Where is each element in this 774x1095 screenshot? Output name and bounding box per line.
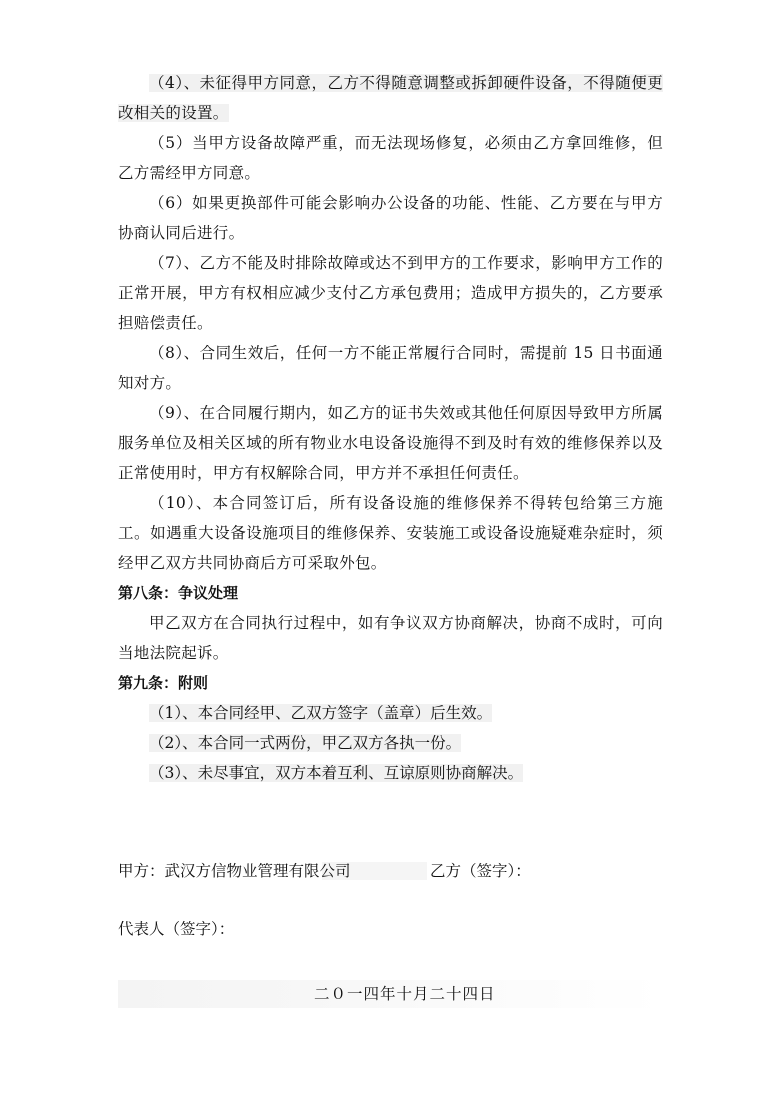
signing-date: 二０一四年十月二十四日	[314, 985, 496, 1003]
clause-6-text: （6）如果更换部件可能会影响办公设备的功能、性能、乙方要在与甲方协商认同后进行。	[118, 194, 663, 242]
contract-body	[118, 68, 663, 788]
clause-7	[118, 248, 663, 338]
clause-9	[118, 398, 663, 488]
article-9-item-2	[118, 728, 663, 758]
clause-8	[118, 338, 663, 398]
article-9-item-1	[118, 698, 663, 728]
signature-row	[118, 856, 678, 886]
article-9-item-3	[118, 758, 663, 788]
party-a-name: 武汉方信物业管理有限公司	[165, 862, 427, 880]
clause-9-text: （9）、在合同履行期内，如乙方的证书失效或其他任何原因导致甲方所属服务单位及相关区域的所有物业水电设备设施得不到及时有效的维修保养以及正常使用时，甲方有权解除合同，甲方并不承担任何责任。	[118, 404, 663, 482]
article-9-item-2-text: （2）、本合同一式两份，甲乙双方各执一份。	[149, 734, 462, 752]
article-9-item-1-text: （1）、本合同经甲、乙双方签字（盖章）后生效。	[149, 704, 493, 722]
article-9-item-3-text: （3）、未尽事宜，双方本着互利、互谅原则协商解决。	[149, 764, 524, 782]
date-row	[118, 980, 663, 1008]
article-8-body: 甲乙双方在合同执行过程中，如有争议双方协商解决，协商不成时，可向当地法院起诉。	[118, 614, 663, 662]
party-a	[118, 856, 427, 886]
party-b-signature: 乙方（签字）：	[430, 862, 531, 880]
clause-4	[118, 68, 663, 128]
article-9-heading: 第九条：附则	[118, 674, 209, 692]
representative-signature: 代表人（签字）：	[118, 920, 235, 938]
clause-5	[118, 128, 663, 188]
clause-6	[118, 188, 663, 248]
clause-5-text: （5）当甲方设备故障严重，而无法现场修复，必须由乙方拿回维修，但乙方需经甲方同意。	[118, 134, 663, 182]
clause-10-text: （10）、本合同签订后，所有设备设施的维修保养不得转包给第三方施工。如遇重大设备设施项目的维修保养、安装施工或设备设施疑难杂症时，须经甲乙双方共同协商后方可采取外包。	[118, 494, 663, 572]
clause-4-text: （4）、未征得甲方同意，乙方不得随意调整或拆卸硬件设备，不得随便更改相关的设置。	[118, 74, 663, 122]
clause-8-text: （8）、合同生效后，任何一方不能正常履行合同时，需提前 15 日书面通知对方。	[118, 344, 663, 392]
clause-10	[118, 488, 663, 578]
article-8-heading: 第八条：争议处理	[118, 584, 239, 602]
clause-7-text: （7）、乙方不能及时排除故障或达不到甲方的工作要求，影响甲方工作的正常开展，甲方有权相应减少支付乙方承包费用；造成甲方损失的，乙方要承担赔偿责任。	[118, 254, 663, 332]
party-a-label: 甲方：	[118, 862, 165, 880]
